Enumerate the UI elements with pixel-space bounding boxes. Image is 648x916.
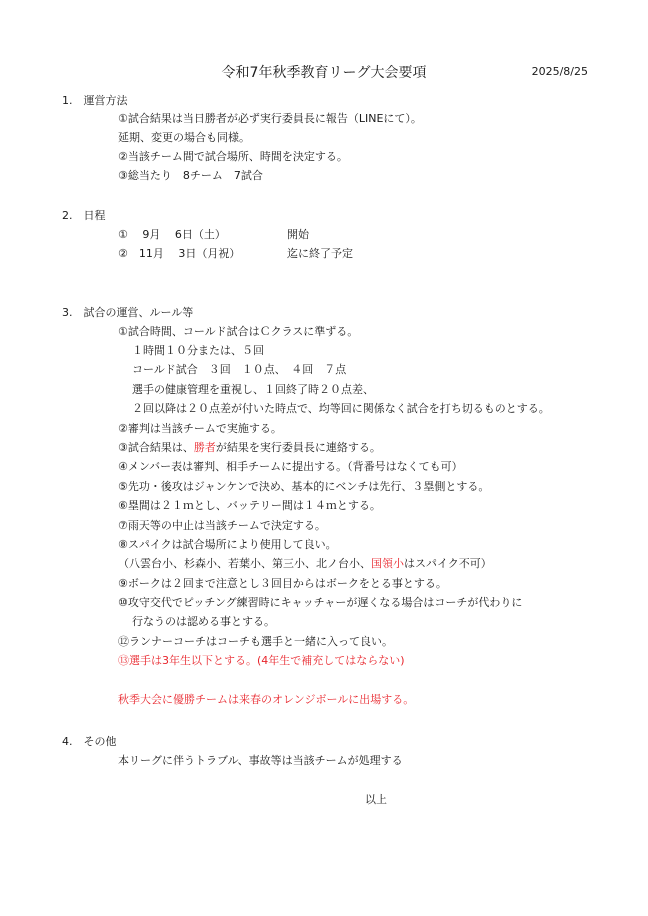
rule-line: ①試合時間、コールド試合はＣクラスに準ずる。 [118,325,359,338]
rule-line: ④メンバー表は審判、相手チームに提出する。（背番号はなくても可） [118,460,463,473]
rule-line: ②審判は当該チームで実施する。 [118,422,282,435]
school-highlight: 国領小 [371,557,404,570]
rule-line [118,557,492,571]
rule-line: ⑫ランナーコーチはコーチも選手と一緒に入って良い。 [118,635,393,648]
rule-line: ⑦雨天等の中止は当該チームで決定する。 [118,519,326,532]
document-date: 2025/8/25 [531,65,588,78]
section4-heading: 4. その他 [62,735,117,748]
section1-line: ②当該チーム間で試合場所、時間を決定する。 [118,150,348,163]
rule-line: ⑤先功・後攻はジャンケンで決め、基本的にベンチは先行、３塁側とする。 [118,480,490,493]
rule-line: 選手の健康管理を重視し、１回終了時２０点差、 [132,383,374,396]
document-title: 令和7年秋季教育リーグ大会要項 [221,65,427,81]
rule-line: 行なうのは認める事とする。 [132,615,275,628]
schedule-date: ① 9月 6日（土） [118,228,226,241]
section2-heading: 2. 日程 [62,209,106,222]
rule-text: ③試合結果は、 [118,441,194,454]
section1-heading: 1. 運営方法 [62,94,128,107]
rule-line-red: ⑬選手は3年生以下とする。(4年生で補充してはならない) [118,654,405,667]
schedule-note: 迄に終了予定 [287,247,353,260]
rule-line: コールド試合 ３回 １０点、 ４回 ７点 [132,363,347,376]
closing-mark: 以上 [365,793,387,806]
section1-line: 延期、変更の場合も同様。 [118,131,250,144]
section1-line: ③総当たり 8チーム 7試合 [118,169,263,182]
section4-line: 本リーグに伴うトラブル、事故等は当該チームが処理する [118,754,403,767]
rule-line: ⑥塁間は２１ｍとし、バッテリー間は１４ｍとする。 [118,499,381,512]
rule-line: ⑨ボークは２回まで注意とし３回目からはボークをとる事とする。 [118,577,447,590]
championship-notice: 秋季大会に優勝チームは来春のオレンジボールに出場する。 [118,693,415,706]
schedule-note: 開始 [287,228,309,241]
rule-line [118,441,381,455]
winner-highlight: 勝者 [193,441,216,454]
section3-heading: 3. 試合の運営、ルール等 [62,306,194,319]
schedule-date: ② 11月 3日（月祝） [118,247,241,260]
rule-line: ２回以降は２０点差が付いた時点で、均等回に関係なく試合を打ち切るものとする。 [132,402,550,415]
rule-text: はスパイク不可） [404,557,492,570]
rule-line: １時間１０分または、５回 [132,344,264,357]
rule-text: が結果を実行委員長に連絡する。 [215,441,381,454]
section1-line: ①試合結果は当日勝者が必ず実行委員長に報告（LINEにて）。 [118,112,422,125]
rule-text: （八雲台小、杉森小、若葉小、第三小、北ノ台小、 [118,557,371,570]
rule-line: ⑩攻守交代でピッチング練習時にキャッチャーが遅くなる場合はコーチが代わりに [118,596,523,609]
rule-line: ⑧スパイクは試合場所により使用して良い。 [118,538,337,551]
